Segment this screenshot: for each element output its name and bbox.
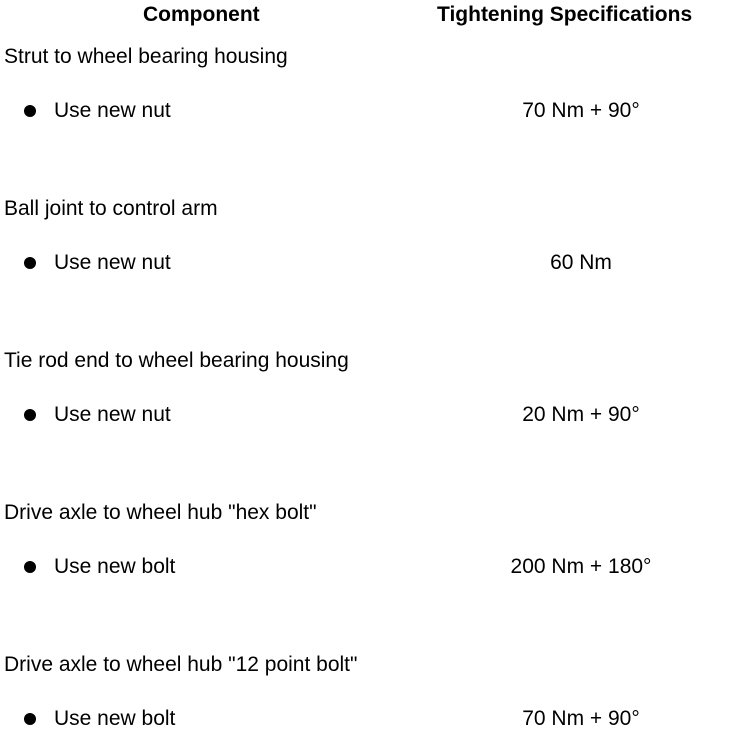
component-name: Ball joint to control arm — [4, 197, 218, 220]
detail-row — [0, 250, 752, 276]
bullet-icon — [24, 409, 36, 421]
component-name: Tie rod end to wheel bearing housing — [4, 349, 349, 372]
bullet-icon — [24, 105, 36, 117]
spec-item-drive-axle-12-point-bolt — [0, 652, 752, 752]
detail-text: Use new bolt — [54, 555, 176, 578]
component-name: Drive axle to wheel hub "12 point bolt" — [4, 653, 358, 676]
column-header-component: Component — [143, 3, 260, 26]
detail-text: Use new nut — [54, 251, 171, 274]
component-name: Strut to wheel bearing housing — [4, 45, 288, 68]
spec-item-drive-axle-hex-bolt — [0, 500, 752, 600]
component-name: Drive axle to wheel hub "hex bolt" — [4, 501, 317, 524]
detail-row — [0, 706, 752, 732]
detail-text: Use new nut — [54, 403, 171, 426]
detail-text: Use new nut — [54, 99, 171, 122]
detail-row — [0, 402, 752, 428]
detail-row — [0, 98, 752, 124]
bullet-icon — [24, 561, 36, 573]
spec-item-tie-rod-end-to-wheel-bearing-housing — [0, 348, 752, 448]
torque-value: 60 Nm — [550, 251, 612, 274]
spec-item-strut-to-wheel-bearing-housing — [0, 44, 752, 144]
bullet-icon — [24, 713, 36, 725]
detail-row — [0, 554, 752, 580]
torque-value: 70 Nm + 90° — [522, 99, 640, 122]
torque-value: 70 Nm + 90° — [522, 707, 640, 730]
spec-item-ball-joint-to-control-arm — [0, 196, 752, 296]
torque-value: 200 Nm + 180° — [510, 555, 652, 578]
column-header-tightening-specifications: Tightening Specifications — [437, 3, 693, 26]
torque-value: 20 Nm + 90° — [522, 403, 640, 426]
bullet-icon — [24, 257, 36, 269]
detail-text: Use new bolt — [54, 707, 176, 730]
